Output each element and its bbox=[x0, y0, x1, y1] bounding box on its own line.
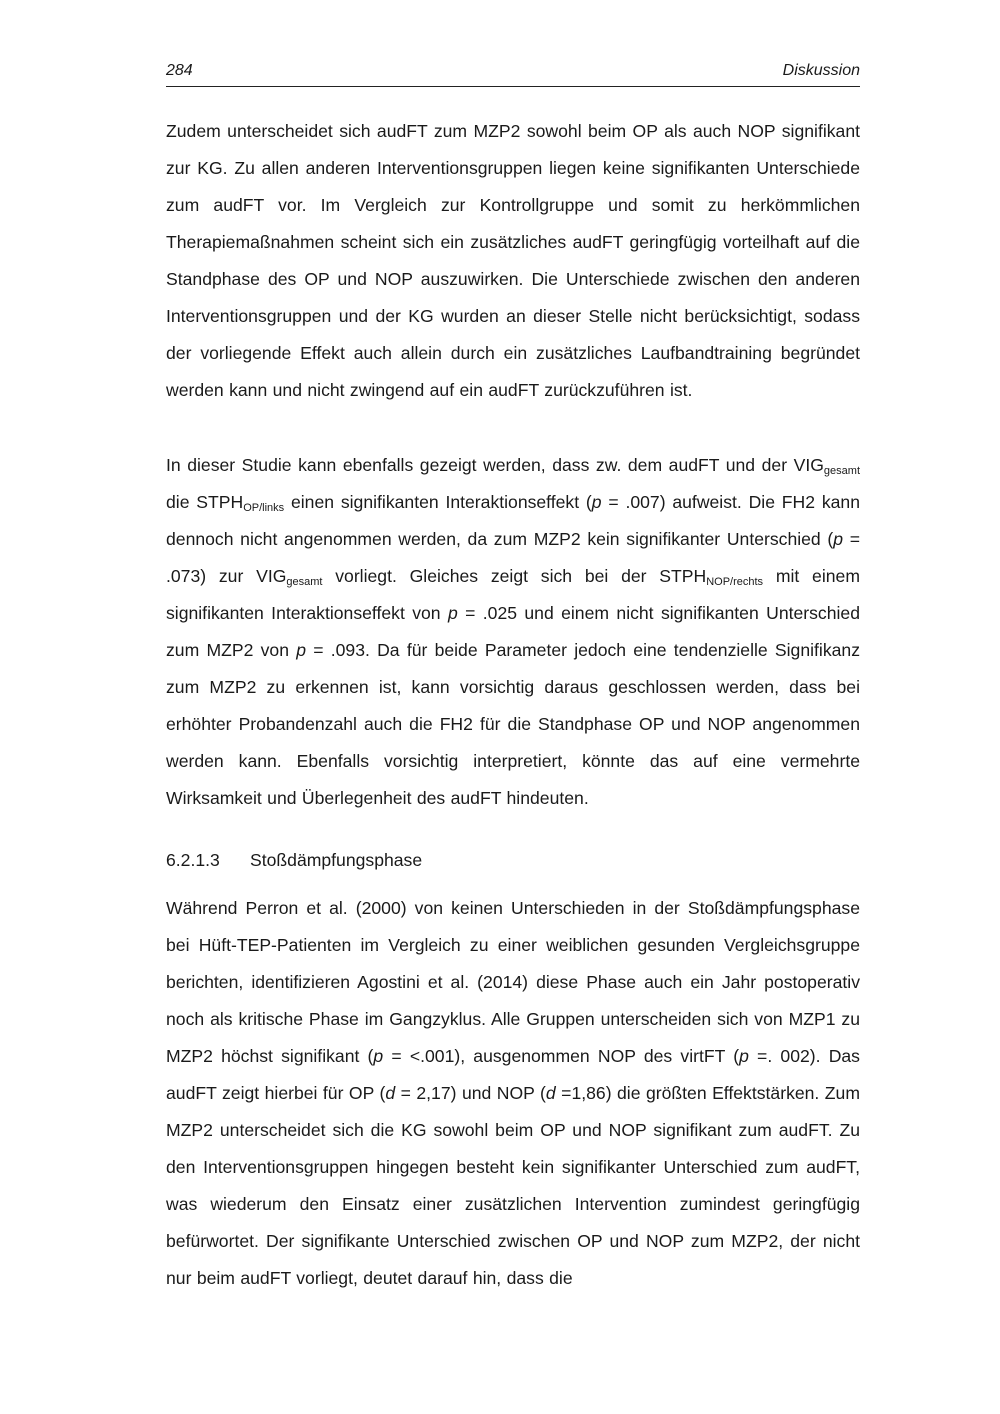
section-title: Stoßdämpfungsphase bbox=[250, 850, 423, 870]
subscript: OP/links bbox=[243, 502, 285, 514]
page-number: 284 bbox=[166, 62, 193, 79]
text-run: = 2,17) und NOP ( bbox=[395, 1083, 546, 1103]
text-run: = .025 und einem nicht signifikanten Unterschied zum MZP2 von bbox=[166, 603, 860, 660]
d-symbol: d bbox=[385, 1083, 396, 1103]
paragraph-text: Zudem unterscheidet sich audFT zum MZP2 sowohl beim OP als auch NOP signifikant zur KG. Zu allen anderen Interventionsgruppen liegen keine signifikanten Unterschiede zum audFT vor. Im Vergleich zur Kontrollgruppe und somit zu herkömmlichen Therapiemaßnahmen scheint sich ein zusätzliches audFT geringfügig vorteilhaft auf die Standphase des OP und NOP auszuwirken. Die Unterschiede zwischen den anderen Interventionsgruppen und der KG wurden an dieser Stelle nicht berücksichtigt, sodass der vorliegende Effekt auch allein durch ein zusätzliches Laufbandtraining begründet werden kann und nicht zwingend auf ein audFT zurückzuführen ist. bbox=[166, 121, 860, 400]
text-run: =1,86) die größten Effektstärken. Zum MZP2 unterscheidet sich die KG sowohl beim OP und NOP signifikant zum audFT. Zu den Interventionsgruppen hingegen besteht kein signifikanter Unterschied zum audFT, was wiederum den Einsatz einer zusätzlichen Intervention zumindest geringfügig befürwortet. Der signifikante Unterschied zwischen OP und NOP zum MZP2, der nicht nur beim audFT vorliegt, deutet darauf hin, dass die bbox=[166, 1083, 860, 1288]
paragraph-shock-absorption bbox=[166, 890, 860, 1297]
p-symbol: p bbox=[447, 603, 458, 623]
p-symbol: p bbox=[296, 640, 307, 660]
p-symbol: p bbox=[373, 1046, 384, 1066]
p-symbol: p bbox=[833, 529, 844, 549]
subscript: NOP/rechts bbox=[706, 576, 764, 588]
section-number: 6.2.1.3 bbox=[166, 850, 220, 870]
d-symbol: d bbox=[545, 1083, 556, 1103]
text-run: = .073) zur VIG bbox=[166, 529, 860, 586]
p-symbol: p bbox=[591, 492, 602, 512]
running-title: Diskussion bbox=[782, 62, 860, 79]
text-run: = <.001), ausgenommen NOP des virtFT ( bbox=[383, 1046, 740, 1066]
paragraph-interaction-effects bbox=[166, 447, 860, 817]
text-run: = .007) aufweist. Die FH2 kann dennoch nicht angenommen werden, da zum MZP2 kein signifikanter Unterschied ( bbox=[166, 492, 860, 549]
text-run: die STPH bbox=[166, 492, 244, 512]
subscript: gesamt bbox=[286, 576, 323, 588]
section-heading bbox=[166, 842, 422, 879]
text-run: vorliegt. Gleiches zeigt sich bei der STPH bbox=[322, 566, 707, 586]
paragraph-stance-phase-conclusion bbox=[166, 113, 860, 409]
text-run: mit einem signifikanten Interaktionseffekt von bbox=[166, 566, 860, 623]
subscript: gesamt bbox=[823, 465, 860, 477]
page-header bbox=[166, 58, 860, 87]
text-run: In dieser Studie kann ebenfalls gezeigt werden, dass zw. dem audFT und der VIG bbox=[166, 455, 824, 475]
text-run: einen signifikanten Interaktionseffekt ( bbox=[284, 492, 592, 512]
text-run: = .093. Da für beide Parameter jedoch eine tendenzielle Signifikanz zum MZP2 zu erkennen ist, kann vorsichtig daraus geschlossen werden, dass bei erhöhter Probandenzahl auch die FH2 für die Standphase OP und NOP angenommen werden kann. Ebenfalls vorsichtig interpretiert, könnte das auf eine vermehrte Wirksamkeit und Überlegenheit des audFT hindeuten. bbox=[166, 640, 860, 808]
p-symbol: p bbox=[739, 1046, 749, 1066]
text-run: Während Perron et al. (2000) von keinen Unterschieden in der Stoßdämpfungsphase bei Hüft-TEP-Patienten im Vergleich zu einer weiblichen gesunden Vergleichsgruppe berichten, identifizieren Agostini et al. (2014) diese Phase auch ein Jahr postoperativ noch als kritische Phase im Gangzyklus. Alle Gruppen unterscheiden sich von MZP1 zu MZP2 höchst signifikant ( bbox=[166, 898, 860, 1066]
text-run: =. 002). Das audFT zeigt hierbei für OP ( bbox=[166, 1046, 860, 1103]
